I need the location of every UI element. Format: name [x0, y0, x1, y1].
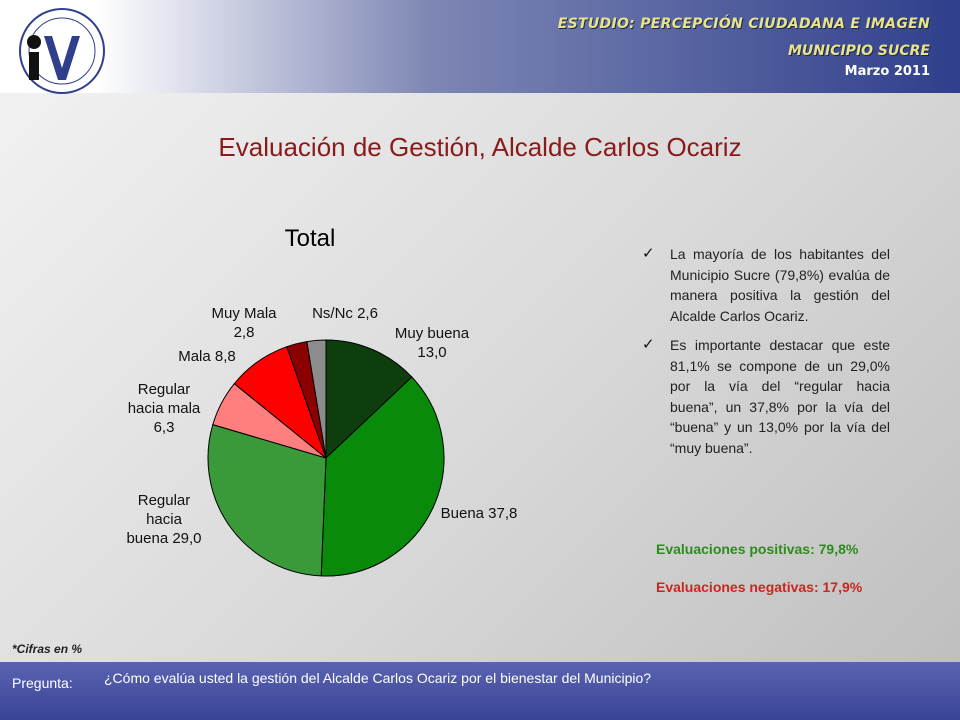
- page-title: Evaluación de Gestión, Alcalde Carlos Ocariz: [218, 132, 742, 162]
- slice-label: Muy Mala 2,8: [211, 305, 277, 341]
- slice-label: Ns/Nc 2,6: [312, 305, 378, 322]
- question-text: ¿Cómo evalúa usted la gestión del Alcalde Carlos Ocariz por el bienestar del Municipio?: [104, 670, 652, 686]
- positive-evaluations: Evaluaciones positivas: 79,8%: [656, 541, 859, 557]
- check-icon: ✓: [642, 336, 655, 353]
- slice-label: Mala 8,8: [178, 348, 236, 365]
- finding-item: [640, 335, 890, 458]
- footnote: *Cifras en %: [12, 642, 83, 656]
- study-date: Marzo 2011: [844, 64, 930, 79]
- question-footer: [0, 662, 960, 720]
- slice-label: Buena 37,8: [440, 505, 518, 522]
- finding-item: [640, 244, 890, 326]
- question-label: Pregunta:: [12, 675, 73, 691]
- slice-label: Regular hacia mala 6,3: [127, 381, 201, 436]
- slice-label: Regular hacia buena 29,0: [126, 492, 202, 547]
- chart-title: Total: [284, 225, 336, 252]
- key-findings: [640, 244, 890, 467]
- study-municipality: MUNICIPIO SUCRE: [787, 43, 930, 59]
- slice-label: Muy buena 13,0: [394, 325, 470, 361]
- finding-text: La mayoría de los habitantes del Municipio Sucre (79,8%) evalúa de manera positiva la gestión del Alcalde Carlos Ocariz.: [670, 246, 890, 324]
- study-title: ESTUDIO: PERCEPCIÓN CIUDADANA E IMAGEN: [557, 16, 930, 32]
- finding-text: Es importante destacar que este 81,1% se compone de un 29,0% por la vía del “regular hacia buena”, un 37,8% por la vía del “buena” y un 13,0% por la vía del “muy buena”.: [670, 337, 890, 456]
- check-icon: ✓: [642, 245, 655, 262]
- negative-evaluations: Evaluaciones negativas: 17,9%: [656, 579, 863, 595]
